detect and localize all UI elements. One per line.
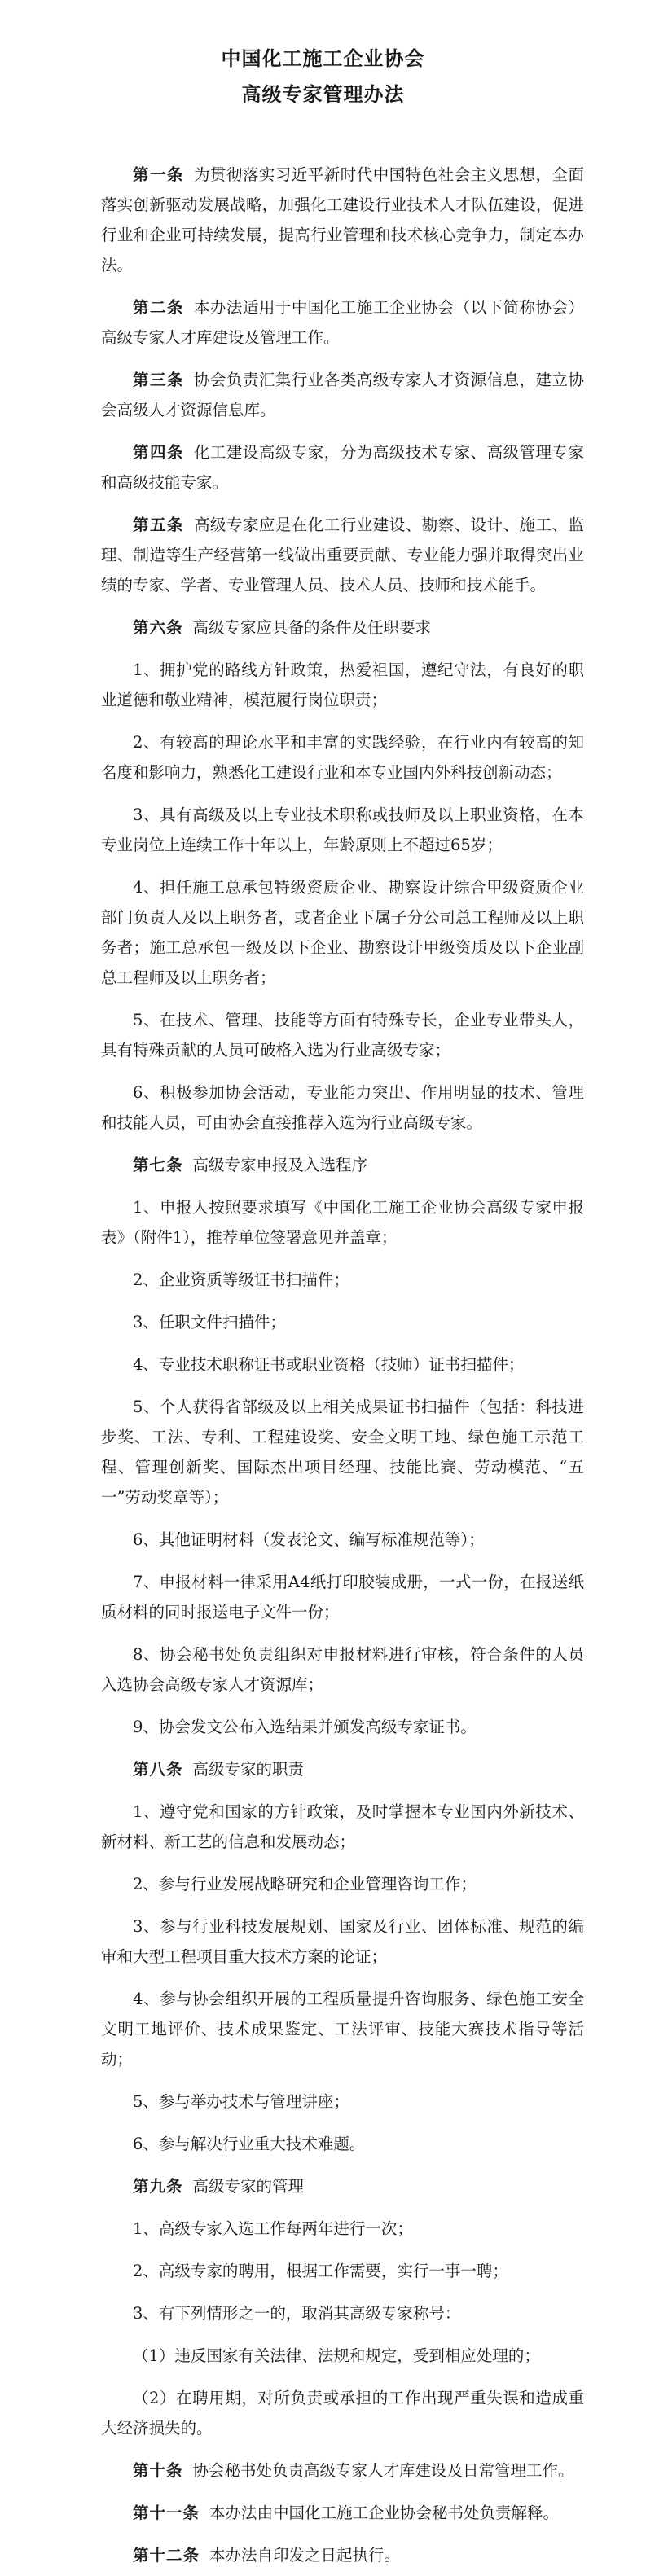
document-body bbox=[101, 153, 584, 2576]
list-item: 7、申报材料一律采用A4纸打印胶装成册，一式一份，在报送纸质材料的同时报送电子文件一份； bbox=[101, 1573, 584, 1622]
article-paragraph bbox=[101, 2491, 584, 2534]
list-item: 4、担任施工总承包特级资质企业、勘察设计综合甲级资质企业部门负责人及以上职务者，或者企业下属子分公司总工程师及以上职务者；施工总承包一级及以下企业、勘察设计甲级资质及以下企业副总工程师及以上职务者； bbox=[101, 878, 584, 987]
article-label: 第十条 bbox=[133, 2461, 183, 2480]
article-text: 高级专家的管理 bbox=[192, 2177, 305, 2196]
article-label: 第一条 bbox=[133, 165, 184, 184]
article-label: 第十二条 bbox=[133, 2546, 200, 2565]
list-item: 3、具有高级及以上专业技术职称或技师及以上职业资格，在本专业岗位上连续工作十年以上，年龄原则上不超过65岁； bbox=[101, 805, 584, 854]
document-title-block bbox=[101, 41, 584, 112]
article-label: 第六条 bbox=[133, 618, 183, 637]
list-item: 2、参与行业发展战略研究和企业管理咨询工作； bbox=[133, 1875, 477, 1894]
list-item: 1、拥护党的路线方针政策，热爱祖国，遵纪守法，有良好的职业道德和敬业精神，模范履行岗位职责； bbox=[101, 660, 584, 709]
article-label: 第五条 bbox=[133, 516, 184, 534]
list-item: 1、高级专家入选工作每两年进行一次； bbox=[133, 2219, 413, 2238]
article-paragraph bbox=[101, 153, 584, 286]
article-label: 第四条 bbox=[133, 443, 184, 462]
article-text: 协会秘书处负责高级专家人才库建设及日常管理工作。 bbox=[192, 2461, 574, 2480]
article-label: 第七条 bbox=[133, 1156, 183, 1174]
article-paragraph bbox=[101, 2534, 584, 2576]
article-text: 协会负责汇集行业各类高级专家人才资源信息，建立协会高级人才资源信息库。 bbox=[101, 371, 584, 419]
list-item: 3、任职文件扫描件； bbox=[133, 1313, 286, 1332]
article-paragraph bbox=[101, 1748, 584, 1790]
article-label: 第十一条 bbox=[133, 2504, 200, 2522]
article-text: 本办法自印发之日起执行。 bbox=[209, 2546, 401, 2565]
list-item: 5、参与举办技术与管理讲座； bbox=[133, 2092, 349, 2111]
list-item: 6、参与解决行业重大技术难题。 bbox=[133, 2135, 366, 2153]
article-paragraph bbox=[101, 1143, 584, 1186]
article-text: 本办法由中国化工施工企业协会秘书处负责解释。 bbox=[209, 2504, 560, 2522]
list-item: 2、有较高的理论水平和丰富的实践经验，在行业内有较高的知名度和影响力，熟悉化工建设行业和本专业国内外科技创新动态； bbox=[101, 733, 584, 782]
list-item: 6、积极参加协会活动，专业能力突出、作用明显的技术、管理和技能人员，可由协会直接推荐入选为行业高级专家。 bbox=[101, 1083, 584, 1132]
list-item: 4、参与协会组织开展的工程质量提升咨询服务、绿色施工安全文明工地评价、技术成果鉴定、工法评审、技能大赛技术指导等活动； bbox=[101, 1990, 584, 2069]
article-text: 高级专家申报及入选程序 bbox=[192, 1156, 368, 1174]
article-paragraph bbox=[101, 503, 584, 606]
list-item: 5、个人获得省部级及以上相关成果证书扫描件（包括：科技进步奖、工法、专利、工程建设奖、安全文明工地、绿色施工示范工程、管理创新奖、国际杰出项目经理、技能比赛、劳动模范、“五一”劳动奖章等）； bbox=[101, 1398, 584, 1507]
document-title-line1: 中国化工施工企业协会 bbox=[221, 46, 425, 70]
list-item: 6、其他证明材料（发表论文、编写标准规范等）； bbox=[133, 1530, 485, 1549]
article-paragraph bbox=[101, 286, 584, 358]
list-item: 5、在技术、管理、技能等方面有特殊专长，企业专业带头人，具有特殊贡献的人员可破格入选为行业高级专家； bbox=[101, 1011, 584, 1060]
list-item: 3、参与行业科技发展规划、国家及行业、团体标准、规范的编审和大型工程项目重大技术方案的论证； bbox=[101, 1917, 584, 1966]
list-item: 2、高级专家的聘用，根据工作需要，实行一事一聘； bbox=[133, 2262, 508, 2280]
article-label: 第九条 bbox=[133, 2177, 183, 2196]
list-item: （1）违反国家有关法律、法规和规定，受到相应处理的； bbox=[133, 2346, 540, 2365]
list-item: 4、专业技术职称证书或职业资格（技师）证书扫描件； bbox=[133, 1355, 525, 1374]
article-paragraph bbox=[101, 2449, 584, 2491]
list-item: 3、有下列情形之一的，取消其高级专家称号： bbox=[133, 2304, 461, 2323]
article-text: 化工建设高级专家，分为高级技术专家、高级管理专家和高级技能专家。 bbox=[101, 443, 584, 492]
article-paragraph bbox=[101, 358, 584, 431]
list-item: （2）在聘用期，对所负责或承担的工作出现严重失误和造成重大经济损失的。 bbox=[101, 2389, 584, 2438]
list-item: 8、协会秘书处负责组织对申报材料进行审核，符合条件的人员入选协会高级专家人才资源库； bbox=[101, 1645, 584, 1694]
article-text: 为贯彻落实习近平新时代中国特色社会主义思想，全面落实创新驱动发展战略，加强化工建设行业技术人才队伍建设，促进行业和企业可持续发展，提高行业管理和技术核心竞争力，制定本办法。 bbox=[101, 165, 584, 274]
article-label: 第二条 bbox=[133, 298, 184, 317]
article-paragraph bbox=[101, 606, 584, 648]
article-text: 本办法适用于中国化工施工企业协会（以下简称协会）高级专家人才库建设及管理工作。 bbox=[101, 298, 584, 347]
list-item: 1、申报人按照要求填写《中国化工施工企业协会高级专家申报表》（附件1），推荐单位签署意见并盖章； bbox=[101, 1198, 584, 1247]
list-item: 2、企业资质等级证书扫描件； bbox=[133, 1270, 349, 1289]
article-text: 高级专家应是在化工行业建设、勘察、设计、施工、监理、制造等生产经营第一线做出重要贡献、专业能力强并取得突出业绩的专家、学者、专业管理人员、技术人员、技师和技术能手。 bbox=[101, 516, 584, 595]
article-text: 高级专家的职责 bbox=[192, 1760, 305, 1779]
list-item: 1、遵守党和国家的方针政策，及时掌握本专业国内外新技术、新材料、新工艺的信息和发展动态； bbox=[101, 1802, 584, 1851]
document-title-line2: 高级专家管理办法 bbox=[241, 82, 405, 106]
list-item: 9、协会发文公布入选结果并颁发高级专家证书。 bbox=[133, 1718, 477, 1736]
article-label: 第三条 bbox=[133, 371, 184, 389]
article-label: 第八条 bbox=[133, 1760, 183, 1779]
article-paragraph bbox=[101, 2165, 584, 2207]
article-paragraph bbox=[101, 431, 584, 503]
article-text: 高级专家应具备的条件及任职要求 bbox=[192, 618, 432, 637]
